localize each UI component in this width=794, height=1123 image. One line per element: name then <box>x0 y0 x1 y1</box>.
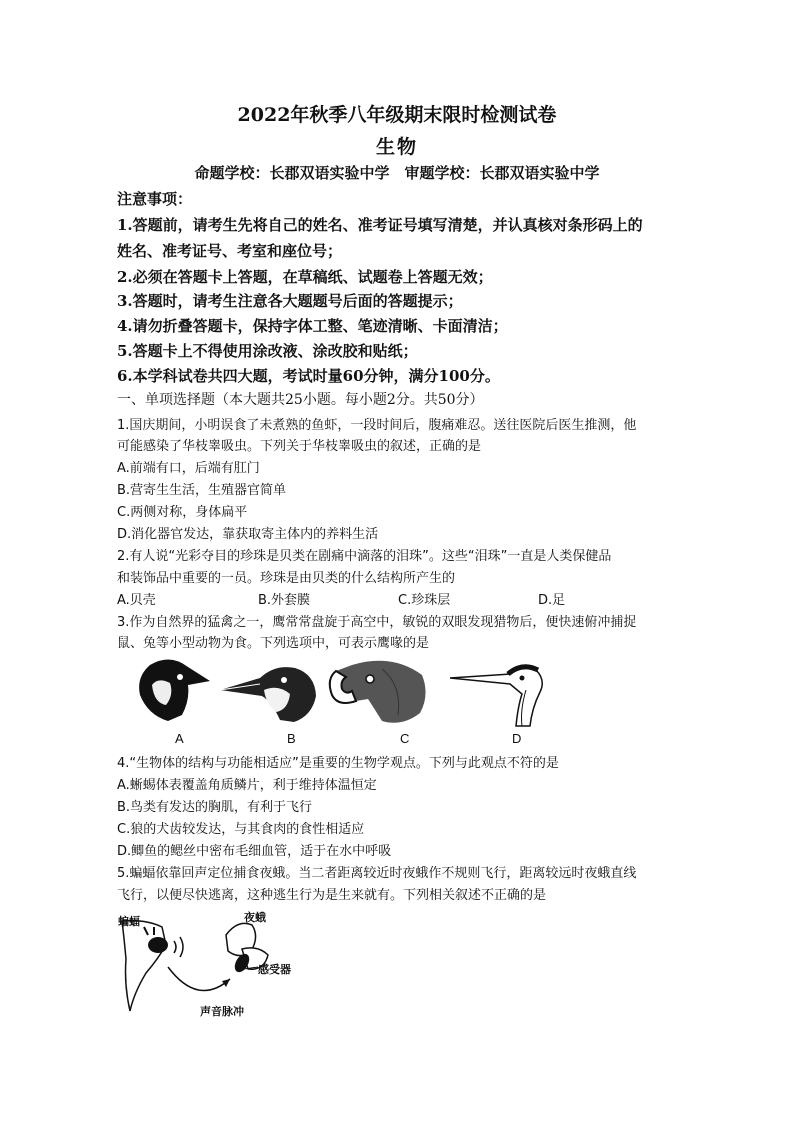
notice-heading: 注意事项： <box>117 190 193 208</box>
q4-option-b: B.鸟类有发达的胸肌，有利于飞行 <box>117 800 313 815</box>
q1-stem: 可能感染了华枝睾吸虫。下列关于华枝睾吸虫的叙述，正确的是 <box>117 439 482 454</box>
q2-stem: 2.有人说“光彩夺目的珍珠是贝类在剧痛中滴落的泪珠”。这些“泪珠”一直是人类保健品 <box>117 549 612 564</box>
q1-option-b: B.营寄生生活，生殖器官简单 <box>117 483 287 498</box>
q3-stem: 3.作为自然界的猛禽之一，鹰常常盘旋于高空中，敏锐的双眼发现猎物后，便快速俯冲捕捉 <box>117 615 637 630</box>
q1-option-d: D.消化器官发达，靠获取寄主体内的养料生活 <box>117 527 379 542</box>
notice-item: 4.请勿折叠答题卡，保持字体工整、笔迹清晰、卡面清洁； <box>117 317 508 335</box>
figure-label-c: C <box>400 731 410 746</box>
subject-title: 生物 <box>375 136 418 158</box>
section-heading: 一、单项选择题（本大题共25小题。每小题2分。共50分） <box>117 392 484 408</box>
notice-item: 5.答题卡上不得使用涂改液、涂改胶和贴纸； <box>117 342 418 360</box>
bird-head-a-figure <box>130 655 220 725</box>
q4-stem: 4.“生物体的结构与功能相适应”是重要的生物学观点。下列与此观点不符的是 <box>117 756 559 771</box>
q5-stem: 5.蝙蝠依靠回声定位捕食夜蛾。当二者距离较近时夜蛾作不规则飞行，距离较远时夜蛾直线 <box>117 866 637 881</box>
bird-head-d-figure <box>450 660 560 730</box>
notice-item: 6.本学科试卷共四大题，考试时量60分钟，满分100分。 <box>117 367 500 385</box>
sound-pulse-label: 声音脉冲 <box>200 1005 244 1018</box>
q1-option-a: A.前端有口，后端有肛门 <box>117 461 260 476</box>
q2-stem: 和装饰品中重要的一员。珍珠是由贝类的什么结构所产生的 <box>117 571 456 586</box>
q2-option-c: C.珍珠层 <box>398 593 451 608</box>
q2-option-a: A.贝壳 <box>117 593 156 608</box>
q2-option-d: D.足 <box>538 593 566 608</box>
notice-item: 3.答题时，请考生注意各大题题号后面的答题提示； <box>117 292 463 310</box>
receptor-label: 感受器 <box>258 963 291 976</box>
q4-option-c: C.狼的犬齿较发达，与其食肉的食性相适应 <box>117 822 365 837</box>
q1-stem: 1.国庆期间，小明误食了未煮熟的鱼虾，一段时间后，腹痛难忍。送往医院后医生推测，他 <box>117 418 637 433</box>
notice-item: 1.答题前，请考生先将自己的姓名、准考证号填写清楚，并认真核对条形码上的 <box>117 216 643 234</box>
figure-label-a: A <box>175 731 184 746</box>
exam-title: 2022年秋季八年级期末限时检测试卷 <box>237 104 557 126</box>
bird-head-b-figure <box>220 660 320 726</box>
q4-option-a: A.蜥蜴体表覆盖角质鳞片，利于维持体温恒定 <box>117 778 377 793</box>
figure-label-b: B <box>287 731 296 746</box>
q3-stem: 鼠、兔等小型动物为食。下列选项中，可表示鹰喙的是 <box>117 636 430 651</box>
notice-item: 姓名、准考证号、考室和座位号； <box>117 242 343 260</box>
moth-label: 夜蛾 <box>244 911 266 924</box>
figure-label-d: D <box>512 731 522 746</box>
q2-option-b: B.外套膜 <box>258 593 311 608</box>
q1-option-c: C.两侧对称，身体扁平 <box>117 505 248 520</box>
bat-label: 蝙蝠 <box>118 915 140 928</box>
bird-head-c-figure <box>322 655 432 727</box>
notice-item: 2.必须在答题卡上答题，在草稿纸、试题卷上答题无效； <box>117 268 493 286</box>
q5-stem: 飞行，以便尽快逃离，这种逃生行为是生来就有。下列相关叙述不正确的是 <box>117 888 547 903</box>
school-info: 命题学校：长郡双语实验中学 审题学校：长郡双语实验中学 <box>194 164 600 182</box>
q4-option-d: D.鲫鱼的鳃丝中密布毛细血管，适于在水中呼吸 <box>117 844 392 859</box>
